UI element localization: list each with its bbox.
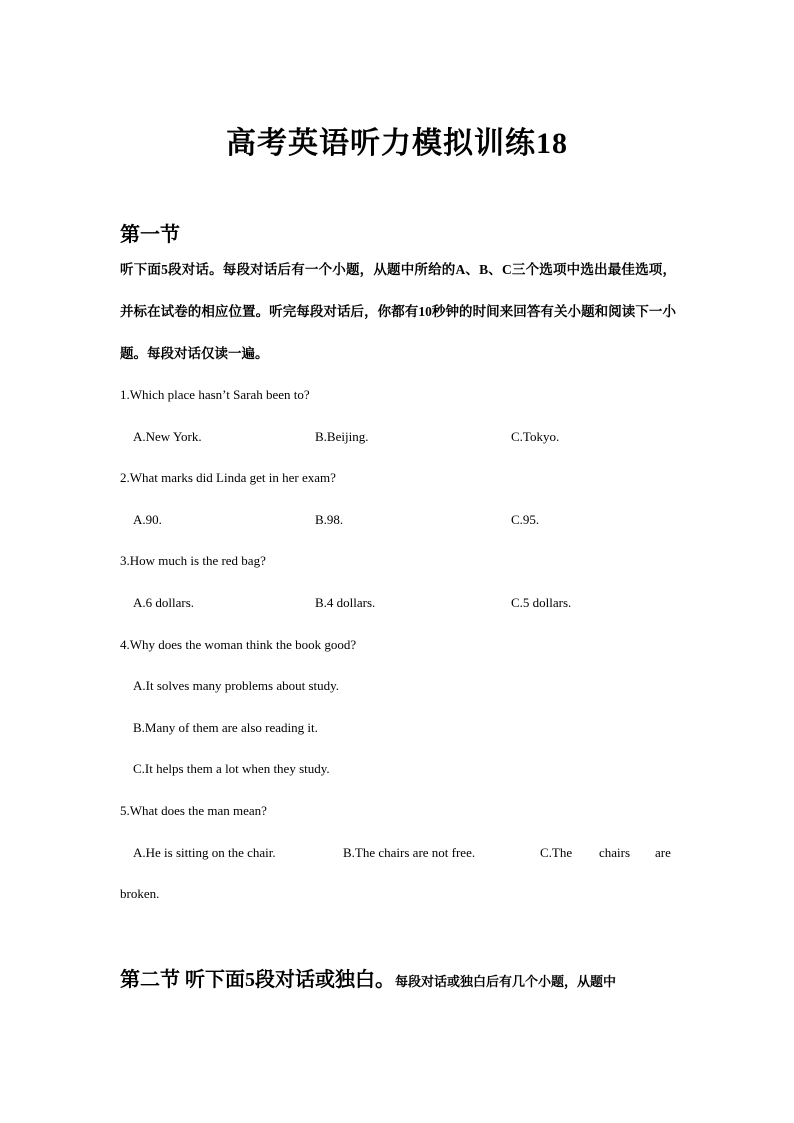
- q5-option-c-word3: are: [655, 845, 671, 860]
- question-1: 1.Which place hasn’t Sarah been to?: [120, 387, 310, 402]
- q2-option-b: B.98.: [315, 512, 344, 527]
- section1-instructions: 听下面5段对话。每段对话后有一个小题，从题中所给的A、B、C三个选项中选出最佳选项，并标在试卷的相应位置。听完每段对话后，你都有10秒钟的时间来回答有关小题和阅读下一小题。每段对话仅读一遍。: [120, 262, 676, 361]
- q2-option-c: C.95.: [511, 512, 540, 527]
- q3-option-a: A.6 dollars.: [133, 595, 195, 610]
- q1-option-b: B.Beijing.: [315, 429, 369, 444]
- q3-option-c: C.5 dollars.: [511, 595, 572, 610]
- q5-option-b: B.The chairs are not free.: [343, 845, 476, 860]
- q1-option-a: A.New York.: [133, 429, 202, 444]
- section1-heading: 第一节: [120, 224, 180, 246]
- q3-option-b: B.4 dollars.: [315, 595, 376, 610]
- section2-heading: 第二节 听下面5段对话或独白。: [120, 969, 395, 991]
- q5-option-c-word2: chairs: [599, 845, 631, 860]
- question-5: 5.What does the man mean?: [120, 803, 267, 818]
- section2-text: 每段对话或独白后有几个小题，从题中: [395, 974, 617, 989]
- page-title: 高考英语听力模拟训练18: [226, 127, 568, 160]
- q5-option-c-word4: broken.: [120, 886, 160, 901]
- question-4: 4.Why does the woman think the book good?: [120, 637, 357, 652]
- q1-option-c: C.Tokyo.: [511, 429, 560, 444]
- q4-option-c: C.It helps them a lot when they study.: [133, 761, 330, 776]
- question-2: 2.What marks did Linda get in her exam?: [120, 470, 336, 485]
- q2-option-a: A.90.: [133, 512, 162, 527]
- q5-option-a: A.He is sitting on the chair.: [133, 845, 276, 860]
- question-3: 3.How much is the red bag?: [120, 553, 266, 568]
- q5-option-c-word1: C.The: [540, 845, 573, 860]
- q4-option-b: B.Many of them are also reading it.: [133, 720, 318, 735]
- section2-line: [120, 963, 676, 992]
- q4-option-a: A.It solves many problems about study.: [133, 678, 340, 693]
